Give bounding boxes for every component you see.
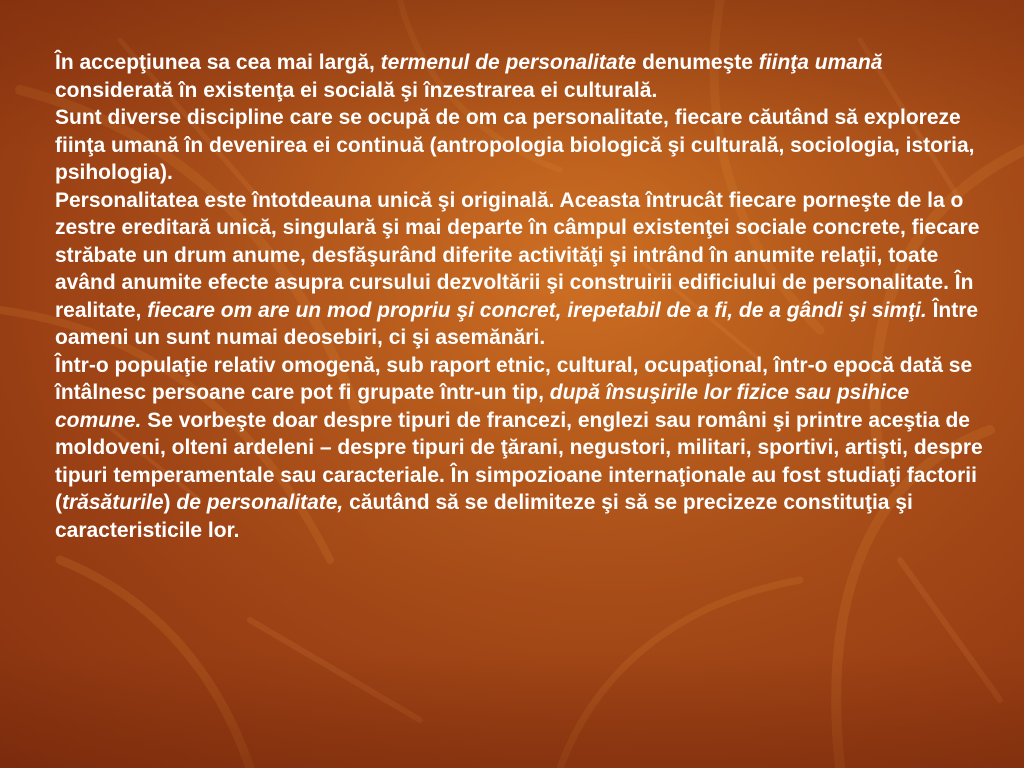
- text-run: Într-o populaţie relativ omogenă, sub raport etnic, cultural, ocupaţional, într-o epocă dată se întâlnesc persoane care pot fi grupate într-un tip,: [55, 353, 973, 404]
- text-run: Personalitatea este întotdeauna unică şi originală. Aceasta întrucât fiecare porneşte de la o zestre ereditară unică, singulară şi mai departe în câmpul existenţei sociale concrete, fiecare străbate un drum anume, desfăşurând diferite activităţi şi intrând în anumite relaţii, toate având anumite efecte asupra cursului dezvoltării şi construirii edificiului de personalitate. În realitate,: [55, 188, 980, 322]
- emphasis-term: trăsăturile: [62, 491, 164, 514]
- text-run: căutând să se delimiteze şi să se precizeze constituţia şi caracteristicile lor.: [55, 491, 913, 542]
- text-run: Între oameni un sunt numai deosebiri, ci şi asemănări.: [55, 298, 979, 349]
- text-run: În accepţiunea sa cea mai largă,: [55, 51, 381, 74]
- text-run: ): [163, 491, 177, 514]
- emphasis-term: fiinţa umană: [758, 51, 883, 74]
- body-text: [55, 49, 990, 544]
- text-run: considerată în existenţa ei socială şi înzestrarea ei culturală.: [55, 78, 658, 102]
- emphasis-term: termenul de personalitate: [380, 51, 637, 74]
- emphasis-term: de personalitate,: [176, 491, 344, 514]
- emphasis-term: după însuşirile lor fizice sau psihice comune.: [55, 381, 910, 432]
- text-run: denumeşte: [636, 51, 759, 74]
- paragraph-definition: [55, 49, 990, 104]
- paragraph-disciplines: Sunt diverse discipline care se ocupă de om ca personalitate, fiecare căutând să exploreze fiinţa umană în devenirea ei continuă (antropologia biologică şi culturală, sociologia, istoria, psihologia).: [55, 106, 975, 184]
- emphasis-term: fiecare om are un mod propriu şi concret, irepetabil de a fi, de a gândi şi simţi.: [147, 298, 927, 322]
- paragraph-types: [55, 352, 990, 545]
- text-run: Se vorbeşte doar despre tipuri de francezi, englezi sau români şi printre aceştia de moldoveni, olteni ardeleni – despre tipuri de ţărani, negustori, militari, sportivi, artişti, despre tipuri temperamentale sau caracteriale. În simpozioane internaţionale au fost studiaţi factorii (: [55, 408, 983, 514]
- paragraph-uniqueness: [55, 187, 990, 352]
